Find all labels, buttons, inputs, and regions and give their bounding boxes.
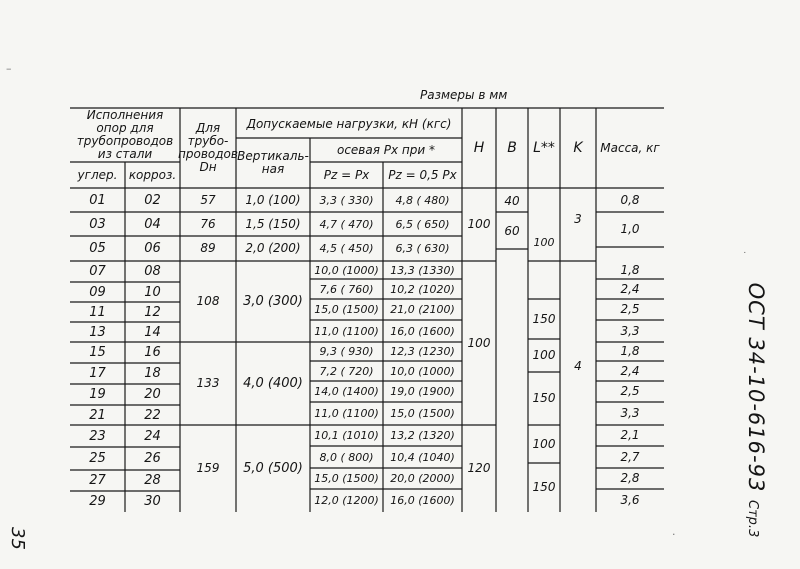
header-l: L** <box>533 139 555 156</box>
cell-carbon: 11 <box>89 304 106 320</box>
l-cell: 150 <box>532 391 556 405</box>
b-cell: 40 <box>504 193 520 208</box>
cell-px-eq: 3,3 ( 330) <box>319 193 374 207</box>
cell-px-half: 10,0 (1000) <box>390 364 455 378</box>
cell-px-half: 21,0 (2100) <box>390 303 455 316</box>
h-cell: 100 <box>467 335 491 350</box>
cell-px-half: 16,0 (1600) <box>390 324 455 338</box>
k-cell: 4 <box>574 359 582 373</box>
dn-cell: 108 <box>196 294 220 308</box>
cell-corrosion: 14 <box>144 324 161 340</box>
header-pipe-dn: Для трубо-проводов Dн <box>178 121 238 174</box>
dn-cell: 89 <box>200 241 216 255</box>
cell-px-eq: 10,1 (1010) <box>314 429 379 442</box>
cell-mass: 3,3 <box>620 406 640 420</box>
cell-px-half: 15,0 (1500) <box>390 407 455 420</box>
cell-px-eq: 9,3 ( 930) <box>319 345 374 358</box>
cell-px-eq: 7,2 ( 720) <box>319 364 374 378</box>
cell-mass: 2,1 <box>620 428 640 442</box>
cell-px-half: 19,0 (1900) <box>390 385 455 398</box>
vertical-load-cell: 2,0 (200) <box>245 241 301 255</box>
cell-mass: 1,0 <box>620 222 640 236</box>
header-execution: Исполнения опор для трубопроводов из стали <box>76 108 174 161</box>
header-h: H <box>473 139 485 156</box>
l-cell: 150 <box>532 311 556 326</box>
document-code: ОСТ 34-10-616-93 <box>744 282 768 493</box>
cell-mass: 2,4 <box>620 363 640 378</box>
header-mass: Масса, кг <box>600 140 660 155</box>
header-corrosion: корроз. <box>128 167 177 182</box>
cell-carbon: 01 <box>89 192 106 208</box>
cell-carbon: 21 <box>89 407 106 423</box>
vertical-load-cell: 5,0 (500) <box>243 461 303 476</box>
cell-corrosion: 08 <box>144 264 161 279</box>
cell-carbon: 13 <box>89 324 106 340</box>
cell-corrosion: 16 <box>144 345 161 360</box>
cell-px-half: 4,8 ( 480) <box>395 193 450 207</box>
cell-carbon: 25 <box>89 451 106 466</box>
header-k: K <box>573 139 583 156</box>
cell-carbon: 19 <box>89 387 106 402</box>
dn-cell: 57 <box>200 192 216 207</box>
cell-px-eq: 15,0 (1500) <box>314 303 379 316</box>
cell-mass: 1,8 <box>620 344 640 358</box>
cell-px-eq: 7,6 ( 760) <box>319 282 374 296</box>
cell-px-eq: 11,0 (1100) <box>314 407 379 420</box>
cell-px-half: 10,4 (1040) <box>390 450 455 464</box>
dimensions-caption: Размеры в мм <box>420 88 508 102</box>
cell-corrosion: 30 <box>144 494 161 509</box>
header-pz-eq-half-px: Pz = 0,5 Px <box>388 167 457 182</box>
cell-px-eq: 10,0 (1000) <box>314 263 379 277</box>
scan-mark: · <box>672 528 676 541</box>
cell-corrosion: 06 <box>144 241 161 256</box>
cell-corrosion: 18 <box>144 366 161 381</box>
l-cell: 100 <box>532 348 556 362</box>
cell-carbon: 05 <box>89 241 106 256</box>
cell-px-eq: 12,0 (1200) <box>314 494 379 507</box>
b-cell: 60 <box>504 223 520 238</box>
cell-mass: 3,3 <box>620 323 640 338</box>
cell-px-eq: 15,0 (1500) <box>314 472 379 485</box>
cell-mass: 2,7 <box>620 449 640 464</box>
document-page: Стр.3 <box>745 500 760 538</box>
cell-px-half: 6,5 ( 650) <box>395 217 450 231</box>
cell-px-half: 20,0 (2000) <box>390 472 455 485</box>
vertical-load-cell: 1,0 (100) <box>245 192 301 207</box>
cell-carbon: 29 <box>89 494 106 509</box>
k-cell: 3 <box>574 212 582 226</box>
cell-px-eq: 4,7 ( 470) <box>319 217 374 231</box>
l-cell: 100 <box>533 236 555 249</box>
cell-mass: 2,8 <box>620 471 640 485</box>
dn-cell: 133 <box>196 376 220 390</box>
page-number: 35 <box>6 527 28 550</box>
cell-mass: 2,4 <box>620 281 640 296</box>
h-cell: 120 <box>467 461 491 475</box>
dn-cell: 76 <box>200 216 216 231</box>
cell-px-eq: 8,0 ( 800) <box>319 450 374 464</box>
cell-px-half: 13,3 (1330) <box>390 263 455 277</box>
l-cell: 150 <box>532 480 556 494</box>
cell-px-eq: 11,0 (1100) <box>314 324 379 338</box>
cell-mass: 2,5 <box>620 384 640 398</box>
header-axial: осевая Px при * <box>336 142 435 157</box>
header-vertical: Вертикаль-ная <box>237 149 309 176</box>
cell-corrosion: 04 <box>144 216 161 232</box>
vertical-load-cell: 1,5 (150) <box>245 216 301 231</box>
cell-px-eq: 14,0 (1400) <box>314 385 379 398</box>
cell-px-half: 10,2 (1020) <box>390 282 455 296</box>
cell-corrosion: 22 <box>144 407 161 423</box>
cell-corrosion: 12 <box>144 304 161 320</box>
cell-carbon: 09 <box>89 284 106 300</box>
header-loads: Допускаемые нагрузки, кН (кгс) <box>246 116 452 131</box>
cell-carbon: 03 <box>89 216 106 232</box>
cell-corrosion: 10 <box>144 284 161 300</box>
cell-corrosion: 26 <box>144 451 161 466</box>
cell-px-eq: 4,5 ( 450) <box>319 242 374 255</box>
cell-carbon: 17 <box>89 366 106 381</box>
cell-carbon: 27 <box>89 473 106 488</box>
dn-cell: 159 <box>196 461 220 475</box>
cell-px-half: 12,3 (1230) <box>390 345 455 358</box>
cell-mass: 3,6 <box>620 493 640 507</box>
cell-corrosion: 20 <box>144 387 161 402</box>
cell-corrosion: 24 <box>144 428 161 444</box>
scan-mark: – <box>6 62 12 75</box>
cell-corrosion: 02 <box>144 192 161 208</box>
header-carbon: углер. <box>77 167 118 182</box>
cell-mass: 0,8 <box>620 192 640 207</box>
cell-mass: 1,8 <box>620 262 640 277</box>
cell-mass: 2,5 <box>620 302 640 316</box>
l-cell: 100 <box>532 436 556 451</box>
cell-corrosion: 28 <box>144 473 161 488</box>
vertical-load-cell: 4,0 (400) <box>243 376 303 391</box>
vertical-load-cell: 3,0 (300) <box>243 294 303 309</box>
scan-mark: ˙ <box>742 250 748 263</box>
cell-carbon: 15 <box>89 345 106 360</box>
cell-px-half: 6,3 ( 630) <box>395 242 450 255</box>
cell-carbon: 23 <box>89 428 106 444</box>
cell-px-half: 16,0 (1600) <box>390 494 455 507</box>
h-cell: 100 <box>467 217 491 231</box>
cell-px-half: 13,2 (1320) <box>390 429 455 442</box>
header-pz-eq-px: Pz = Px <box>323 167 370 182</box>
header-b: B <box>507 139 517 156</box>
cell-carbon: 07 <box>89 264 106 279</box>
